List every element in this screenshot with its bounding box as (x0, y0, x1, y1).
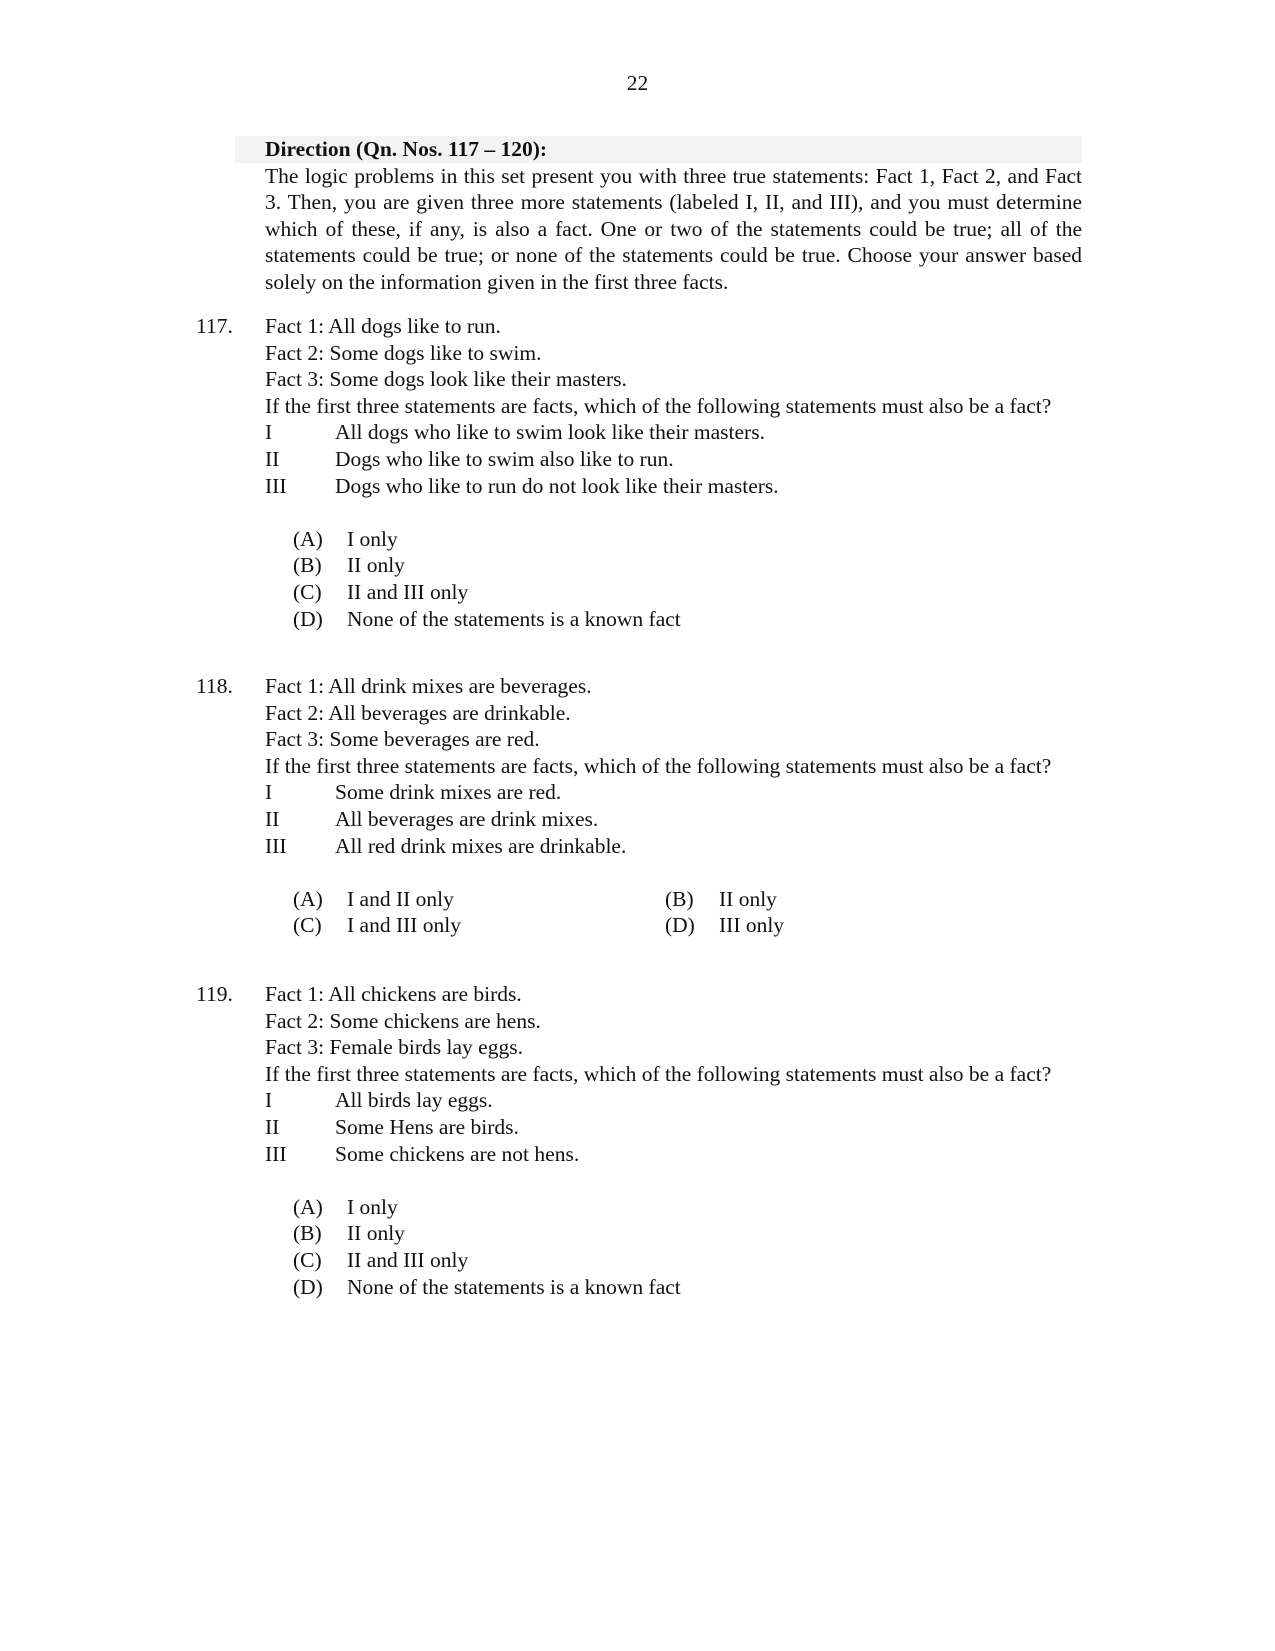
fact-2: Fact 2: Some dogs like to swim. (265, 340, 542, 365)
statement-ii (265, 446, 1082, 473)
fact-3: Fact 3: Some dogs look like their masters. (265, 367, 627, 392)
statement-roman: II (265, 446, 280, 471)
option-b[interactable] (293, 552, 1082, 579)
question-number: 119. (196, 982, 233, 1006)
statement-text: Dogs who like to run do not look like their masters. (335, 473, 779, 498)
option-d[interactable] (293, 606, 1082, 633)
option-letter: (A) (293, 526, 323, 551)
statement-roman: III (265, 473, 287, 498)
option-text: II only (347, 553, 405, 578)
option-text: II only (719, 886, 777, 911)
statement-roman: III (265, 833, 287, 858)
direction-block (265, 136, 1082, 296)
option-letter: (D) (293, 1274, 323, 1299)
option-b[interactable] (293, 1220, 1082, 1247)
option-c[interactable] (293, 912, 665, 939)
option-text: I only (347, 526, 398, 551)
question-number: 117. (196, 314, 233, 338)
option-text: None of the statements is a known fact (347, 606, 681, 631)
option-letter: (A) (293, 886, 323, 911)
statement-text: Dogs who like to swim also like to run. (335, 446, 674, 471)
option-letter: (B) (665, 886, 694, 911)
statement-roman: I (265, 420, 273, 445)
option-d[interactable] (665, 912, 865, 939)
option-c[interactable] (293, 1247, 1082, 1274)
option-a[interactable] (293, 886, 665, 913)
option-letter: (D) (665, 913, 695, 938)
option-text: I and II only (347, 886, 454, 911)
question-119 (196, 981, 1082, 1300)
option-a[interactable] (293, 1194, 1082, 1221)
statement-text: Some drink mixes are red. (335, 780, 562, 805)
question-number: 118. (196, 674, 233, 698)
option-a[interactable] (293, 526, 1082, 553)
option-text: III only (719, 913, 785, 938)
option-c[interactable] (293, 579, 1082, 606)
option-letter: (D) (293, 606, 323, 631)
statement-ii (265, 1114, 1082, 1141)
answer-options (293, 886, 1082, 939)
question-prompt: If the first three statements are facts, which of the following statements must also be a fact? (265, 393, 1052, 418)
statement-roman: II (265, 806, 280, 831)
statement-ii (265, 806, 1082, 833)
statement-roman: II (265, 1114, 280, 1139)
fact-1: Fact 1: All chickens are birds. (265, 982, 522, 1006)
question-prompt: If the first three statements are facts, which of the following statements must also be a fact? (265, 1061, 1052, 1086)
answer-options (293, 526, 1082, 632)
fact-3: Fact 3: Some beverages are red. (265, 727, 540, 752)
statement-iii (265, 833, 1082, 860)
option-text: I and III only (347, 913, 462, 938)
statement-i (265, 419, 1082, 446)
statement-iii (265, 1141, 1082, 1168)
direction-text: The logic problems in this set present you with three true statements: Fact 1, Fact 2, and Fact 3. Then, you are given three more statements (labeled I, II, and III), and you must determine which of these, if any, is also a fact. One or two of the statements could be true; all of the statements could be true; or none of the statements could be true. Choose your answer based solely on the information given in the first three facts. (265, 163, 1082, 294)
option-text: I only (347, 1194, 398, 1219)
option-letter: (C) (293, 913, 322, 938)
statement-roman: III (265, 1141, 287, 1166)
question-prompt: If the first three statements are facts, which of the following statements must also be a fact? (265, 753, 1052, 778)
fact-2: Fact 2: All beverages are drinkable. (265, 700, 571, 725)
option-letter: (C) (293, 1247, 322, 1272)
question-118 (196, 673, 1082, 939)
statement-text: All birds lay eggs. (335, 1088, 493, 1113)
option-letter: (B) (293, 1221, 322, 1246)
answer-options (293, 1194, 1082, 1300)
statement-text: All beverages are drink mixes. (335, 806, 599, 831)
fact-2: Fact 2: Some chickens are hens. (265, 1008, 541, 1033)
option-letter: (A) (293, 1194, 323, 1219)
statement-iii (265, 473, 1082, 500)
fact-1: Fact 1: All drink mixes are beverages. (265, 674, 592, 698)
statement-i (265, 1087, 1082, 1114)
option-letter: (C) (293, 579, 322, 604)
statement-text: Some Hens are birds. (335, 1114, 519, 1139)
question-117 (196, 313, 1082, 632)
option-d[interactable] (293, 1274, 1082, 1301)
statement-text: All red drink mixes are drinkable. (335, 833, 627, 858)
statement-text: All dogs who like to swim look like their masters. (335, 420, 765, 445)
option-text: None of the statements is a known fact (347, 1274, 681, 1299)
statement-roman: I (265, 1088, 273, 1113)
statement-i (265, 779, 1082, 806)
statement-text: Some chickens are not hens. (335, 1141, 580, 1166)
option-text: II only (347, 1221, 405, 1246)
option-b[interactable] (665, 886, 865, 913)
fact-3: Fact 3: Female birds lay eggs. (265, 1035, 523, 1060)
page-number: 22 (626, 71, 649, 95)
option-letter: (B) (293, 553, 322, 578)
statement-roman: I (265, 780, 273, 805)
direction-heading: Direction (Qn. Nos. 117 – 120): (235, 136, 1082, 163)
option-text: II and III only (347, 1247, 469, 1272)
option-text: II and III only (347, 579, 469, 604)
fact-1: Fact 1: All dogs like to run. (265, 314, 501, 338)
